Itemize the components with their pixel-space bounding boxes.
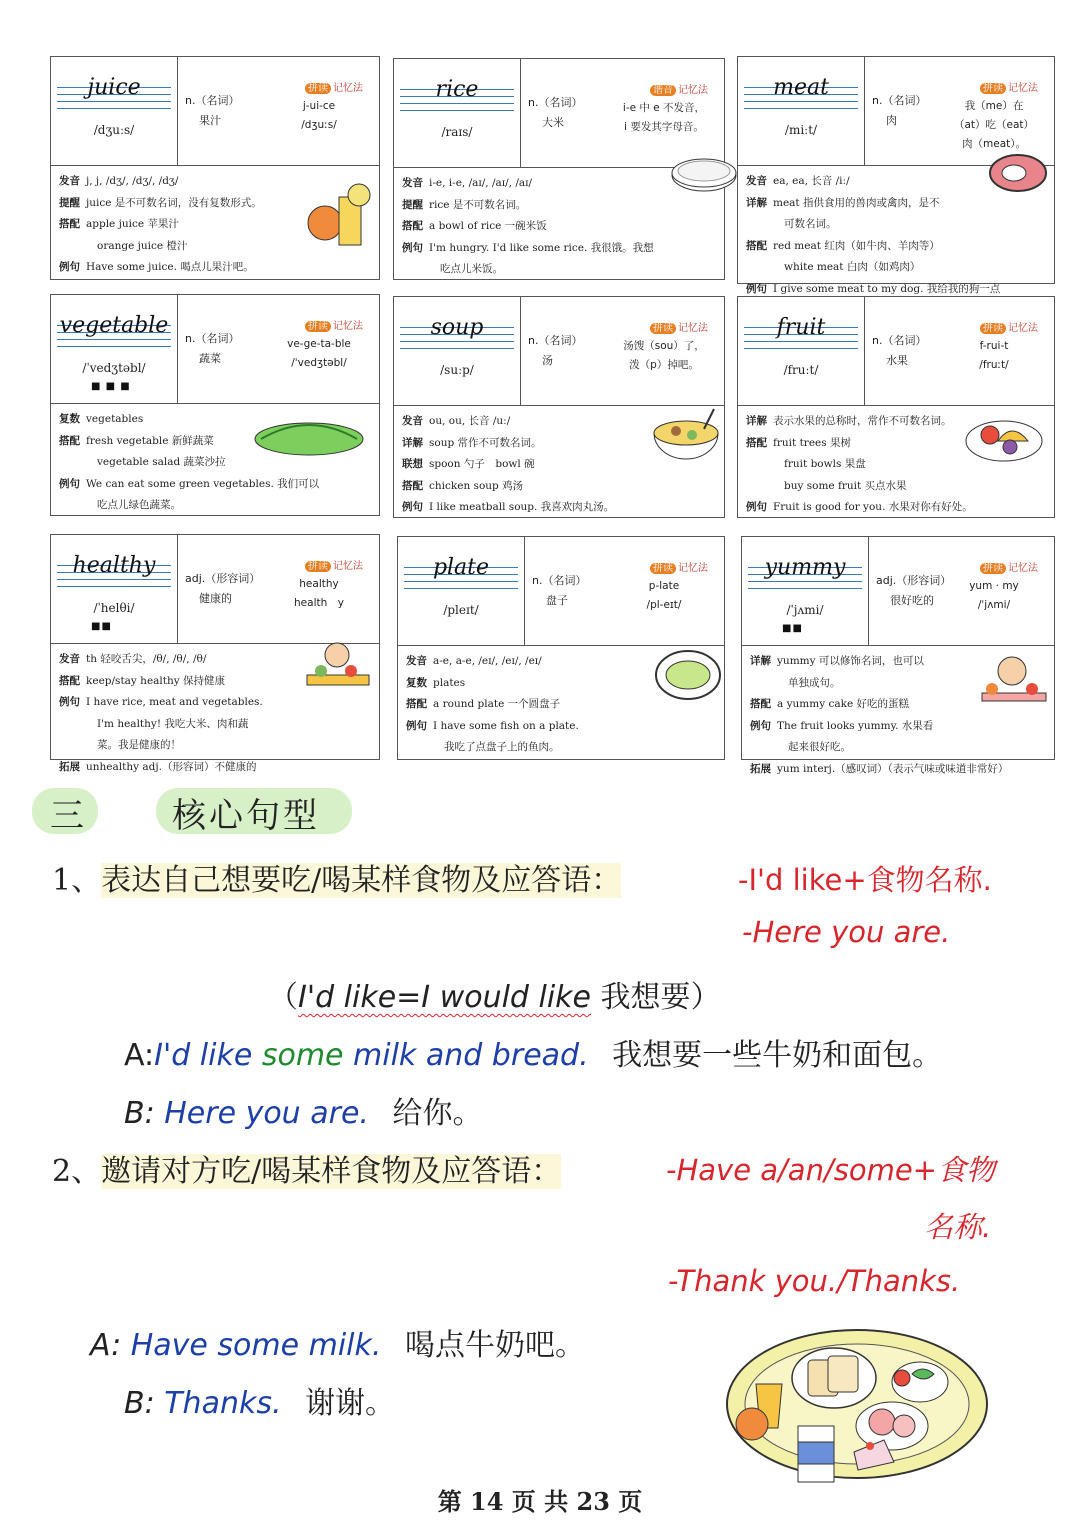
point-1-note <box>268 972 721 1016</box>
card-phonetic: /dʒuːs/ <box>93 123 135 137</box>
vocab-card-juice <box>50 56 380 280</box>
memory-hint: ve-ge-ta-ble /ˈvedʒtəbl/ <box>287 338 351 369</box>
card-row: 例句 We can eat some green vegetables. 我们可以 <box>59 477 320 490</box>
card-row: 复数 plates <box>406 676 466 689</box>
card-phonetic: /ˈjʌmi/ <box>786 603 824 617</box>
card-row: 提醒 juice 是不可数名词，没有复数形式。 <box>59 196 262 209</box>
vocab-card-yummy <box>741 536 1055 775</box>
point-2-number: 2、 <box>52 1154 102 1189</box>
card-phonetic: /raɪs/ <box>441 125 473 139</box>
word-box <box>398 537 525 645</box>
dialog-2-b <box>124 1378 395 1422</box>
card-row: 例句 I have rice, meat and vegetables. <box>59 696 263 708</box>
card-illustration <box>305 183 385 253</box>
memory-tag: 拼读 记忆法 <box>650 559 708 574</box>
point-1 <box>52 855 621 899</box>
card-illustration <box>648 409 728 467</box>
card-header <box>398 537 724 646</box>
vocab-card-soup <box>393 296 725 518</box>
card-row: 联想 spoon 勺子 bowl 碗 <box>402 458 535 470</box>
card-row: 提醒 rice 是不可数名词。 <box>402 198 527 211</box>
card-header <box>738 297 1054 406</box>
card-row: 搭配 keep/stay healthy 保持健康 <box>59 674 226 687</box>
word-box <box>738 57 865 165</box>
section-number: 三 <box>50 796 84 836</box>
note-close: ） <box>690 980 721 1015</box>
card-meaning: 果汁 <box>199 114 221 127</box>
card-word: fruit <box>776 315 826 340</box>
card-word: soup <box>430 315 484 340</box>
card-header <box>742 537 1054 646</box>
card-meaning: 盘子 <box>546 594 568 607</box>
card-row: 单独成句。 <box>788 676 841 689</box>
word-box <box>394 59 521 167</box>
card-header <box>51 57 379 166</box>
card-row: I'm healthy! 我吃大米、肉和蔬 <box>97 717 249 730</box>
point-2-answer-2: -Thank you./Thanks. <box>668 1264 961 1298</box>
card-word: meat <box>773 75 829 100</box>
card-row: white meat 白肉（如鸡肉） <box>784 261 921 273</box>
dialog-2-b-en: Thanks. <box>164 1386 282 1421</box>
point-2 <box>52 1146 561 1190</box>
page-footer: 第 14 页 共 23 页 <box>437 1487 643 1516</box>
card-row: 吃点儿米饭。 <box>440 263 503 275</box>
card-illustration <box>988 147 1050 197</box>
dialog-1-b-cn: 给你。 <box>392 1096 483 1131</box>
vocab-card-rice <box>393 58 725 280</box>
memory-hint: 我（me）在 （at）吃（eat） 肉（meat）。 <box>953 100 1035 150</box>
point-1-text: 表达自己想要吃/喝某样食物及应答语： <box>101 863 622 898</box>
speaker-b: B: <box>124 1096 165 1131</box>
card-row: 例句 The fruit looks yummy. 水果看 <box>750 719 934 732</box>
card-row: 发音 i-e, i-e, /aɪ/, /aɪ/, /aɪ/ <box>402 177 533 189</box>
dialog-2-a <box>90 1320 585 1364</box>
memory-tag: 拼读 记忆法 <box>980 559 1038 574</box>
card-word: healthy <box>72 553 156 578</box>
card-meaning: 肉 <box>886 114 897 127</box>
card-row: buy some fruit 买点水果 <box>784 479 907 492</box>
dialog-1-a <box>124 1030 942 1074</box>
card-row: 发音 th 轻咬舌尖，/θ/, /θ/, /θ/ <box>59 653 207 665</box>
card-phonetic: /ˈvedʒtəbl/ <box>82 361 146 375</box>
card-part-of-speech: adj.（形容词） 健康的 <box>185 569 260 609</box>
card-row: 详解 yummy 可以修饰名词，也可以 <box>750 655 924 667</box>
card-header <box>51 535 379 644</box>
card-phonetic: /suːp/ <box>440 363 474 377</box>
memory-hint: i-e 中 e 不发音， i 要发其字母音。 <box>622 102 706 133</box>
point-1-answer-1: -I'd like+食物名称. <box>738 863 992 897</box>
card-row: 发音 ea, ea, 长音 /iː/ <box>746 175 850 187</box>
memory-tag: 拼读 记忆法 <box>305 317 363 332</box>
card-row: 详解 表示水果的总称时，常作不可数名词。 <box>746 415 952 427</box>
vocab-card-vegetable <box>50 294 380 516</box>
dialog-1-b <box>124 1088 483 1132</box>
memory-hint: 汤馊（sou）了， 泼（p）掉吧。 <box>623 340 705 371</box>
memory-tag: 拼读 记忆法 <box>305 557 363 572</box>
syllable-marks: ■ ■ ■ <box>91 381 131 392</box>
dialog-2-a-en: Have some milk. <box>130 1328 382 1363</box>
speaker-b: B: <box>124 1386 165 1421</box>
word-box <box>51 295 178 403</box>
card-row: 搭配 fresh vegetable 新鲜蔬菜 <box>59 434 214 447</box>
note-english: I'd like=I would like <box>298 980 592 1015</box>
note-open: （ <box>268 980 298 1015</box>
card-part-of-speech: n.（名词） 盘子 <box>532 571 586 611</box>
card-row: 复数 vegetables <box>59 413 144 425</box>
card-row: 菜。我是健康的！ <box>97 739 181 751</box>
point-2-text: 邀请对方吃/喝某样食物及应答语： <box>101 1154 562 1189</box>
card-row: 我吃了点盘子上的鱼肉。 <box>444 741 560 753</box>
card-row: 详解 meat 指供食用的兽肉或禽肉，是不 <box>746 196 940 209</box>
vocab-card-plate <box>397 536 725 760</box>
syllable-marks: ■■ <box>91 621 112 632</box>
word-box <box>394 297 521 405</box>
card-row: 起来很好吃。 <box>788 741 851 753</box>
card-illustration <box>652 649 728 703</box>
card-word: vegetable <box>59 313 169 338</box>
speaker-a: A: <box>124 1038 155 1073</box>
point-1-answer-2: -Here you are. <box>742 915 951 949</box>
card-row: orange juice 橙汁 <box>97 239 188 252</box>
card-row: 详解 soup 常作不可数名词。 <box>402 436 542 449</box>
card-part-of-speech: n.（名词） 果汁 <box>185 91 239 131</box>
memory-tag: 拼读 记忆法 <box>305 79 363 94</box>
card-meaning: 健康的 <box>199 592 232 605</box>
card-row: 搭配 a yummy cake 好吃的蛋糕 <box>750 698 910 710</box>
memory-hint: p-late /pl-eɪt/ <box>646 580 682 611</box>
point-2-answer-1-cont: 名称. <box>924 1210 992 1244</box>
card-row: 搭配 a bowl of rice 一碗米饭 <box>402 220 547 232</box>
dialog-2-b-cn: 谢谢。 <box>305 1386 396 1421</box>
card-row: 例句 I like meatball soup. 我喜欢肉丸汤。 <box>402 501 615 513</box>
dialog-1-a-en-2: some <box>261 1038 354 1073</box>
card-word: yummy <box>764 555 846 580</box>
dialog-1-a-en-1: I'd like <box>154 1038 262 1073</box>
note-chinese: 我想要 <box>591 980 691 1015</box>
card-row: 搭配 fruit trees 果树 <box>746 436 851 449</box>
card-row: 例句 I have some fish on a plate. <box>406 719 579 732</box>
memory-hint: healthy health y <box>294 578 344 609</box>
card-meaning: 大米 <box>542 116 564 129</box>
card-row: 可数名词。 <box>784 218 837 230</box>
vocab-card-healthy <box>50 534 380 773</box>
memory-tag: 拼读 记忆法 <box>980 79 1038 94</box>
memory-tag: 拼读 记忆法 <box>980 319 1038 334</box>
point-2-answer-1: -Have a/an/some+食物 <box>666 1153 995 1187</box>
card-header <box>394 297 724 406</box>
card-phonetic: /miːt/ <box>784 123 818 137</box>
card-meaning: 蔬菜 <box>199 352 221 365</box>
card-row: 搭配 chicken soup 鸡汤 <box>402 479 524 492</box>
card-meaning: 水果 <box>886 354 908 367</box>
card-part-of-speech: n.（名词） 蔬菜 <box>185 329 239 369</box>
card-phonetic: /fruːt/ <box>783 363 819 377</box>
card-row: 搭配 apple juice 苹果汁 <box>59 218 179 230</box>
card-part-of-speech: n.（名词） 水果 <box>872 331 926 371</box>
card-word: rice <box>435 77 479 102</box>
card-illustration <box>976 653 1054 713</box>
card-meaning: 很好吃的 <box>890 594 934 607</box>
speaker-a: A: <box>90 1328 131 1363</box>
card-row: 拓展 unhealthy adj.（形容词）不健康的 <box>59 760 257 773</box>
card-part-of-speech: n.（名词） 肉 <box>872 91 926 131</box>
card-row: 发音 ou, ou, 长音 /uː/ <box>402 415 511 427</box>
word-box <box>742 537 869 645</box>
dialog-1-a-cn: 我想要一些牛奶和面包。 <box>612 1038 943 1073</box>
memory-tag: 拼读 记忆法 <box>650 319 708 334</box>
card-row: 例句 Have some juice. 喝点儿果汁吧。 <box>59 261 254 273</box>
syllable-marks: ■■ <box>782 623 803 634</box>
word-box <box>738 297 865 405</box>
section-title: 核心句型 <box>172 796 320 836</box>
card-part-of-speech: n.（名词） 汤 <box>528 331 582 371</box>
card-illustration <box>301 641 377 697</box>
card-row: 搭配 red meat 红肉（如牛肉、羊肉等） <box>746 239 940 252</box>
card-illustration <box>251 415 369 465</box>
card-row: 发音 a-e, a-e, /eɪ/, /eɪ/, /eɪ/ <box>406 655 542 667</box>
card-phonetic: /pleɪt/ <box>443 603 479 617</box>
card-row: 例句 Fruit is good for you. 水果对你有好处。 <box>746 501 973 513</box>
card-phonetic: /ˈhelθi/ <box>93 601 135 615</box>
card-illustration <box>964 411 1048 473</box>
card-header <box>51 295 379 404</box>
word-box <box>51 535 178 643</box>
dialog-2-a-cn: 喝点牛奶吧。 <box>404 1328 585 1363</box>
word-box <box>51 57 178 165</box>
card-row: 例句 I give some meat to my dog. 我给我的狗一点 <box>746 282 1001 295</box>
dialog-1-a-en-3: milk and bread. <box>353 1038 589 1073</box>
card-part-of-speech: n.（名词） 大米 <box>528 93 582 133</box>
card-row: 搭配 a round plate 一个圆盘子 <box>406 698 561 710</box>
card-row: 拓展 yum interj.（感叹词）（表示气味或味道非常好） <box>750 762 1009 775</box>
memory-hint: yum · my /ˈjʌmi/ <box>969 580 1019 611</box>
card-row: 发音 j, j, /dʒ/, /dʒ/, /dʒ/ <box>59 175 179 187</box>
memory-tag: 谐音 记忆法 <box>650 81 708 96</box>
dialog-1-b-en: Here you are. <box>164 1096 369 1131</box>
card-row: 例句 I'm hungry. I'd like some rice. 我很饿。我想 <box>402 241 654 254</box>
card-word: juice <box>87 75 141 100</box>
vocab-card-meat <box>737 56 1055 295</box>
card-meaning: 汤 <box>542 354 553 367</box>
card-illustration <box>666 147 744 201</box>
point-1-number: 1、 <box>52 863 102 898</box>
food-plate-illustration <box>722 1326 992 1490</box>
card-word: plate <box>432 555 490 580</box>
card-row: vegetable salad 蔬菜沙拉 <box>97 456 226 468</box>
vocab-card-fruit <box>737 296 1055 518</box>
card-part-of-speech: adj.（形容词） 很好吃的 <box>876 571 951 611</box>
card-row: fruit bowls 果盘 <box>784 458 866 470</box>
memory-hint: f-rui-t /fruːt/ <box>979 340 1009 371</box>
card-row: 吃点儿绿色蔬菜。 <box>97 499 181 511</box>
memory-hint: j-ui-ce /dʒuːs/ <box>301 100 337 131</box>
